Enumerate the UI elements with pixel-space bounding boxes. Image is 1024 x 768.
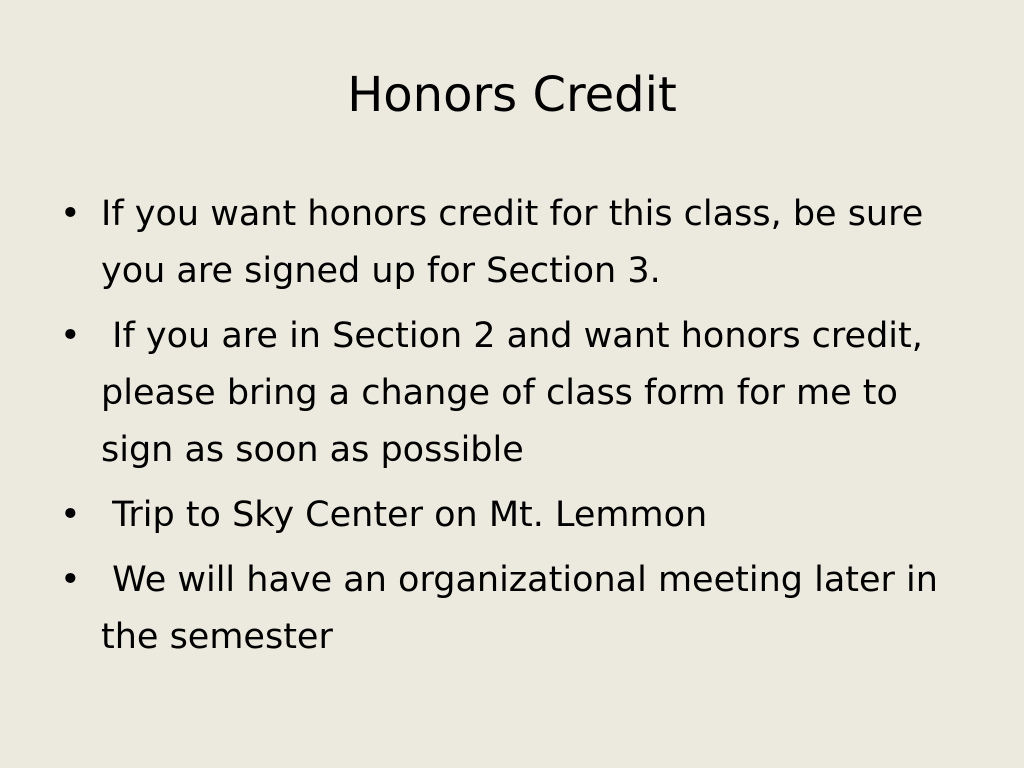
bullet-text: If you are in Section 2 and want honors credit, please bring a change of class form for me to sign as soon as possible [101,316,935,470]
bullet-list [58,186,978,674]
bullet-item [58,552,978,666]
bullet-text: We will have an organizational meeting later in the semester [101,560,950,657]
bullet-item [58,308,978,479]
bullet-marker-icon: • [60,316,81,356]
bullet-item [58,487,978,544]
bullet-marker-icon: • [60,194,81,234]
bullet-text: Trip to Sky Center on Mt. Lemmon [101,495,708,535]
slide-title: Honors Credit [347,67,677,123]
bullet-marker-icon: • [60,560,81,600]
bullet-marker-icon: • [60,495,81,535]
bullet-item [58,186,978,300]
bullet-text: If you want honors credit for this class, be sure you are signed up for Section 3. [101,194,935,291]
